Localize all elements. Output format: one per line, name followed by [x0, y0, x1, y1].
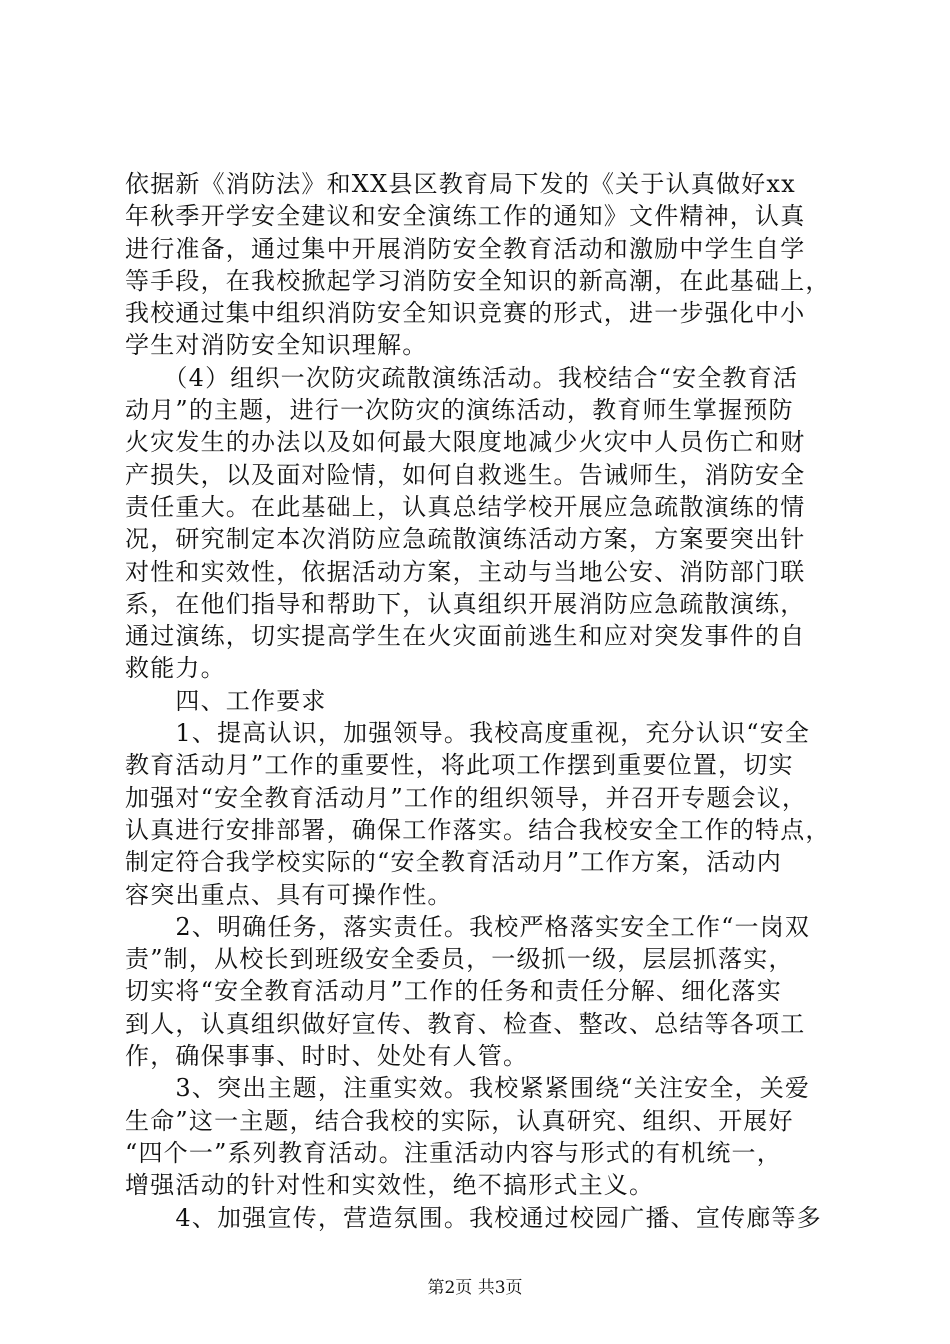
text-line: 1、提高认识，加强领导。我校高度重视，充分认识“安全 — [125, 719, 811, 748]
text-line: 进行准备，通过集中开展消防安全教育活动和激励中学生自学 — [125, 234, 806, 263]
text-line: 切实将“安全教育活动月”工作的任务和责任分解、细化落实 — [125, 977, 782, 1006]
text-line: 加强对“安全教育活动月”工作的组织领导，并召开专题会议， — [125, 783, 808, 812]
text-line: 作，确保事事、时时、处处有人管。 — [125, 1042, 529, 1071]
text-line: 对性和实效性，依据活动方案，主动与当地公安、消防部门联 — [125, 557, 806, 586]
text-line: 等手段，在我校掀起学习消防安全知识的新高潮，在此基础上， — [125, 266, 831, 295]
text-line: 生命”这一主题，结合我校的实际，认真研究、组织、开展好 — [125, 1106, 794, 1135]
text-line: 通过演练，切实提高学生在火灾面前逃生和应对突发事件的自 — [125, 622, 806, 651]
text-line: 容突出重点、具有可操作性。 — [125, 880, 453, 909]
text-line: 责”制，从校长到班级安全委员，一级抓一级，层层抓落实， — [125, 945, 794, 974]
text-line: 2、明确任务，落实责任。我校严格落实安全工作“一岗双 — [125, 912, 811, 941]
text-line: 学生对消防安全知识理解。 — [125, 331, 428, 360]
text-line: 产损失，以及面对险情，如何自救逃生。告诫师生，消防安全 — [125, 460, 806, 489]
text-line: 责任重大。在此基础上，认真总结学校开展应急疏散演练的情 — [125, 492, 806, 521]
document-body — [125, 168, 845, 1234]
text-line: 增强活动的针对性和实效性，绝不搞形式主义。 — [125, 1171, 655, 1200]
text-line: 年秋季开学安全建议和安全演练工作的通知》文件精神，认真 — [125, 202, 806, 231]
page-footer: 第2页 共3页 — [427, 1278, 523, 1298]
text-line: 教育活动月”工作的重要性，将此项工作摆到重要位置，切实 — [125, 751, 794, 780]
text-line: （4）组织一次防灾疏散演练活动。我校结合“安全教育活 — [125, 363, 799, 392]
text-line: 动月”的主题，进行一次防灾的演练活动，教育师生掌握预防 — [125, 396, 794, 425]
text-line: 我校通过集中组织消防安全知识竞赛的形式，进一步强化中小 — [125, 299, 806, 328]
text-line: 认真进行安排部署，确保工作落实。结合我校安全工作的特点， — [125, 815, 831, 844]
text-line: 系，在他们指导和帮助下，认真组织开展消防应急疏散演练， — [125, 589, 806, 618]
text-line: 火灾发生的办法以及如何最大限度地减少火灾中人员伤亡和财 — [125, 428, 806, 457]
text-line: 救能力。 — [125, 654, 226, 683]
text-line: 到人，认真组织做好宣传、教育、检查、整改、总结等各项工 — [125, 1009, 806, 1038]
text-line: “四个一”系列教育活动。注重活动内容与形式的有机统一， — [125, 1138, 782, 1167]
text-line: 3、突出主题，注重实效。我校紧紧围绕“关注安全，关爱 — [125, 1074, 811, 1103]
text-line: 况，研究制定本次消防应急疏散演练活动方案，方案要突出针 — [125, 525, 806, 554]
text-line: 制定符合我学校实际的“安全教育活动月”工作方案，活动内 — [125, 848, 782, 877]
text-line: 4、加强宣传，营造氛围。我校通过校园广播、宣传廊等多 — [125, 1203, 822, 1232]
text-line: 四、工作要求 — [125, 686, 327, 715]
text-line: 依据新《消防法》和XX县区教育局下发的《关于认真做好xx — [125, 170, 796, 198]
